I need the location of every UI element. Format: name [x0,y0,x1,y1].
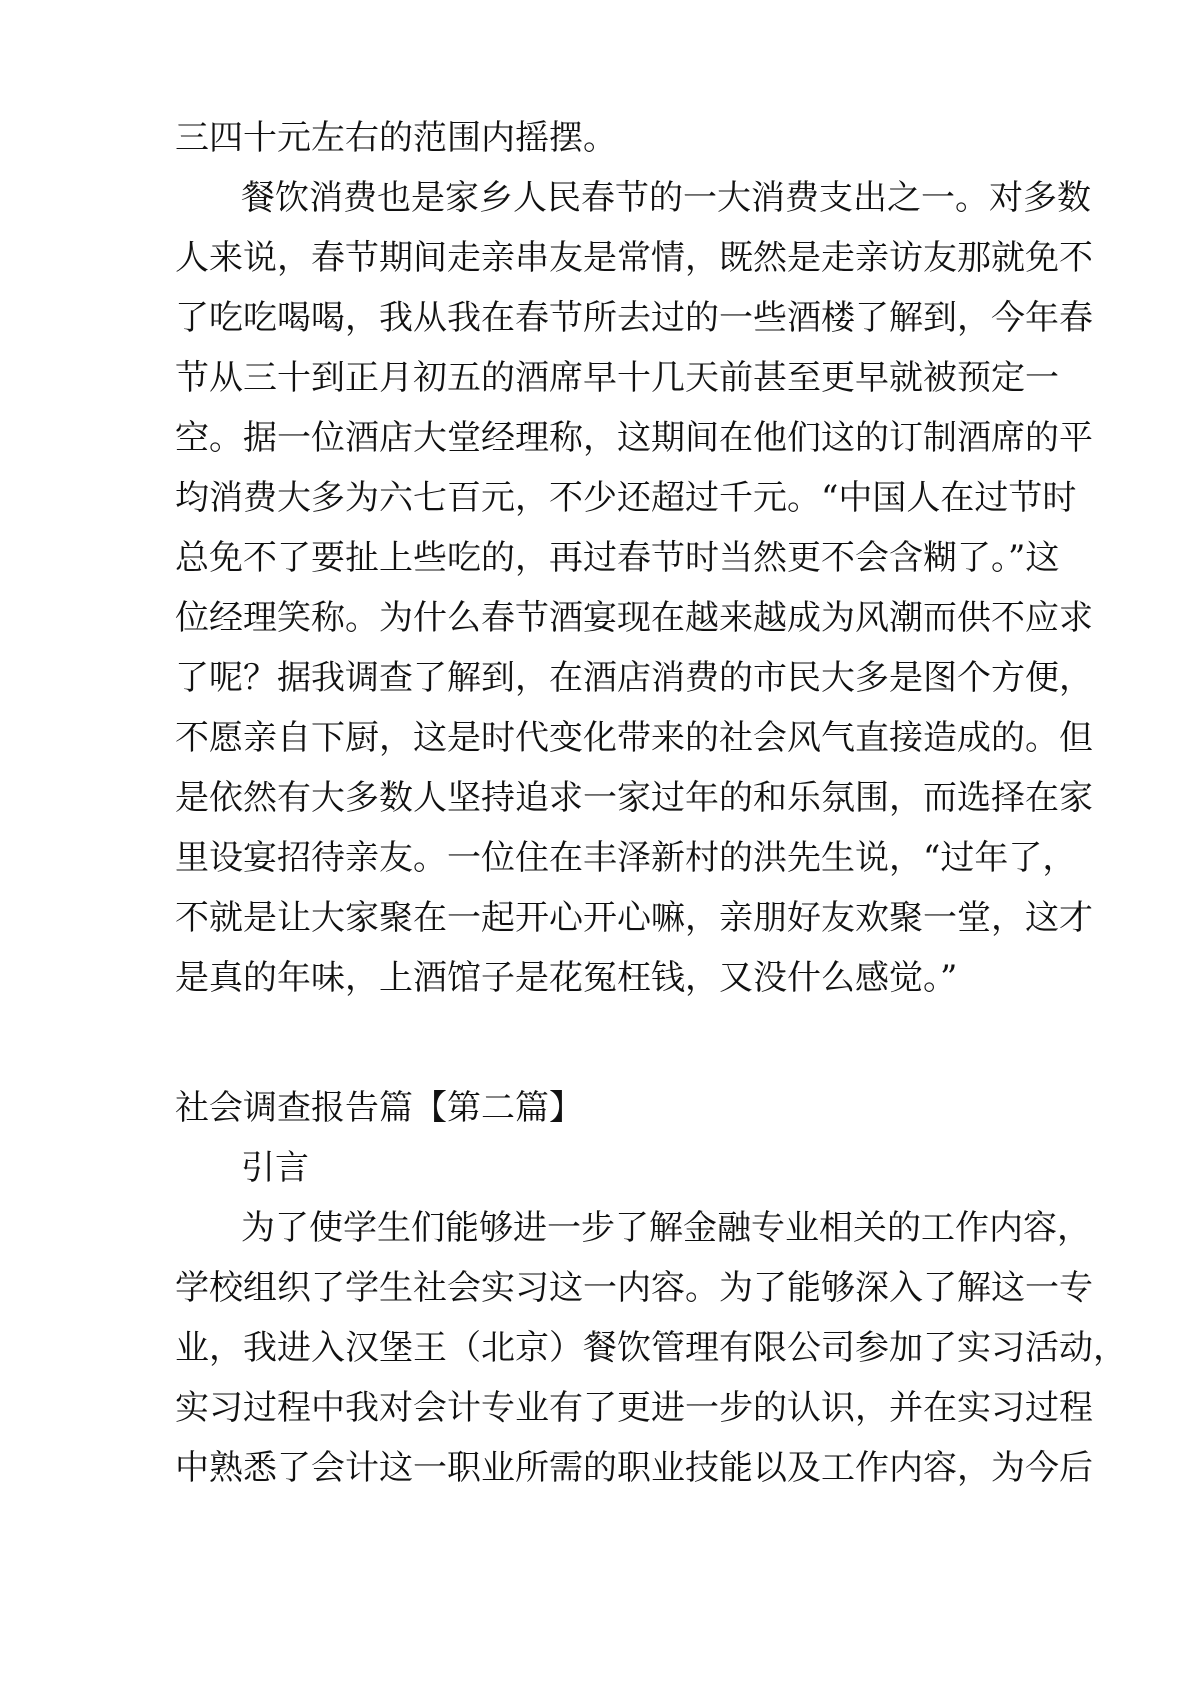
text-line: 中熟悉了会计这一职业所需的职业技能以及工作内容，为今后 [175,1448,1093,1488]
text-line: 里设宴招待亲友。一位住在丰泽新村的洪先生说，“过年了， [175,838,1077,878]
text-line: 不就是让大家聚在一起开心开心嘛，亲朋好友欢聚一堂，这才 [175,898,1093,938]
text-line: 人来说，春节期间走亲串友是常情，既然是走亲访友那就免不 [175,238,1093,278]
text-line: 为了使学生们能够进一步了解金融专业相关的工作内容， [241,1208,1091,1248]
text-line: 了吃吃喝喝，我从我在春节所去过的一些酒楼了解到，今年春 [175,298,1093,338]
text-line: 空。据一位酒店大堂经理称，这期间在他们这的订制酒席的平 [175,418,1093,458]
text-line: 总免不了要扯上些吃的，再过春节时当然更不会含糊了。”这 [175,538,1060,578]
text-line: 位经理笑称。为什么春节酒宴现在越来越成为风潮而供不应求 [175,598,1093,638]
text-line: 均消费大多为六七百元，不少还超过千元。“中国人在过节时 [175,478,1077,518]
text-line: 了呢？据我调查了解到，在酒店消费的市民大多是图个方便， [175,658,1093,698]
text-line: 三四十元左右的范围内摇摆。 [175,118,617,158]
text-line: 是真的年味，上酒馆子是花冤枉钱，又没什么感觉。” [175,958,958,998]
text-line: 是依然有大多数人坚持追求一家过年的和乐氛围，而选择在家 [175,778,1093,818]
section-subheading: 引言 [241,1148,309,1188]
text-line: 餐饮消费也是家乡人民春节的一大消费支出之一。对多数 [241,178,1091,218]
section-heading: 社会调查报告篇【第二篇】 [175,1088,583,1128]
text-line: 学校组织了学生社会实习这一内容。为了能够深入了解这一专 [175,1268,1093,1308]
text-line: 节从三十到正月初五的酒席早十几天前甚至更早就被预定一 [175,358,1059,398]
text-line: 业，我进入汉堡王（北京）餐饮管理有限公司参加了实习活动， [175,1328,1127,1368]
text-line: 不愿亲自下厨，这是时代变化带来的社会风气直接造成的。但 [175,718,1093,758]
text-line: 实习过程中我对会计专业有了更进一步的认识，并在实习过程 [175,1388,1093,1428]
